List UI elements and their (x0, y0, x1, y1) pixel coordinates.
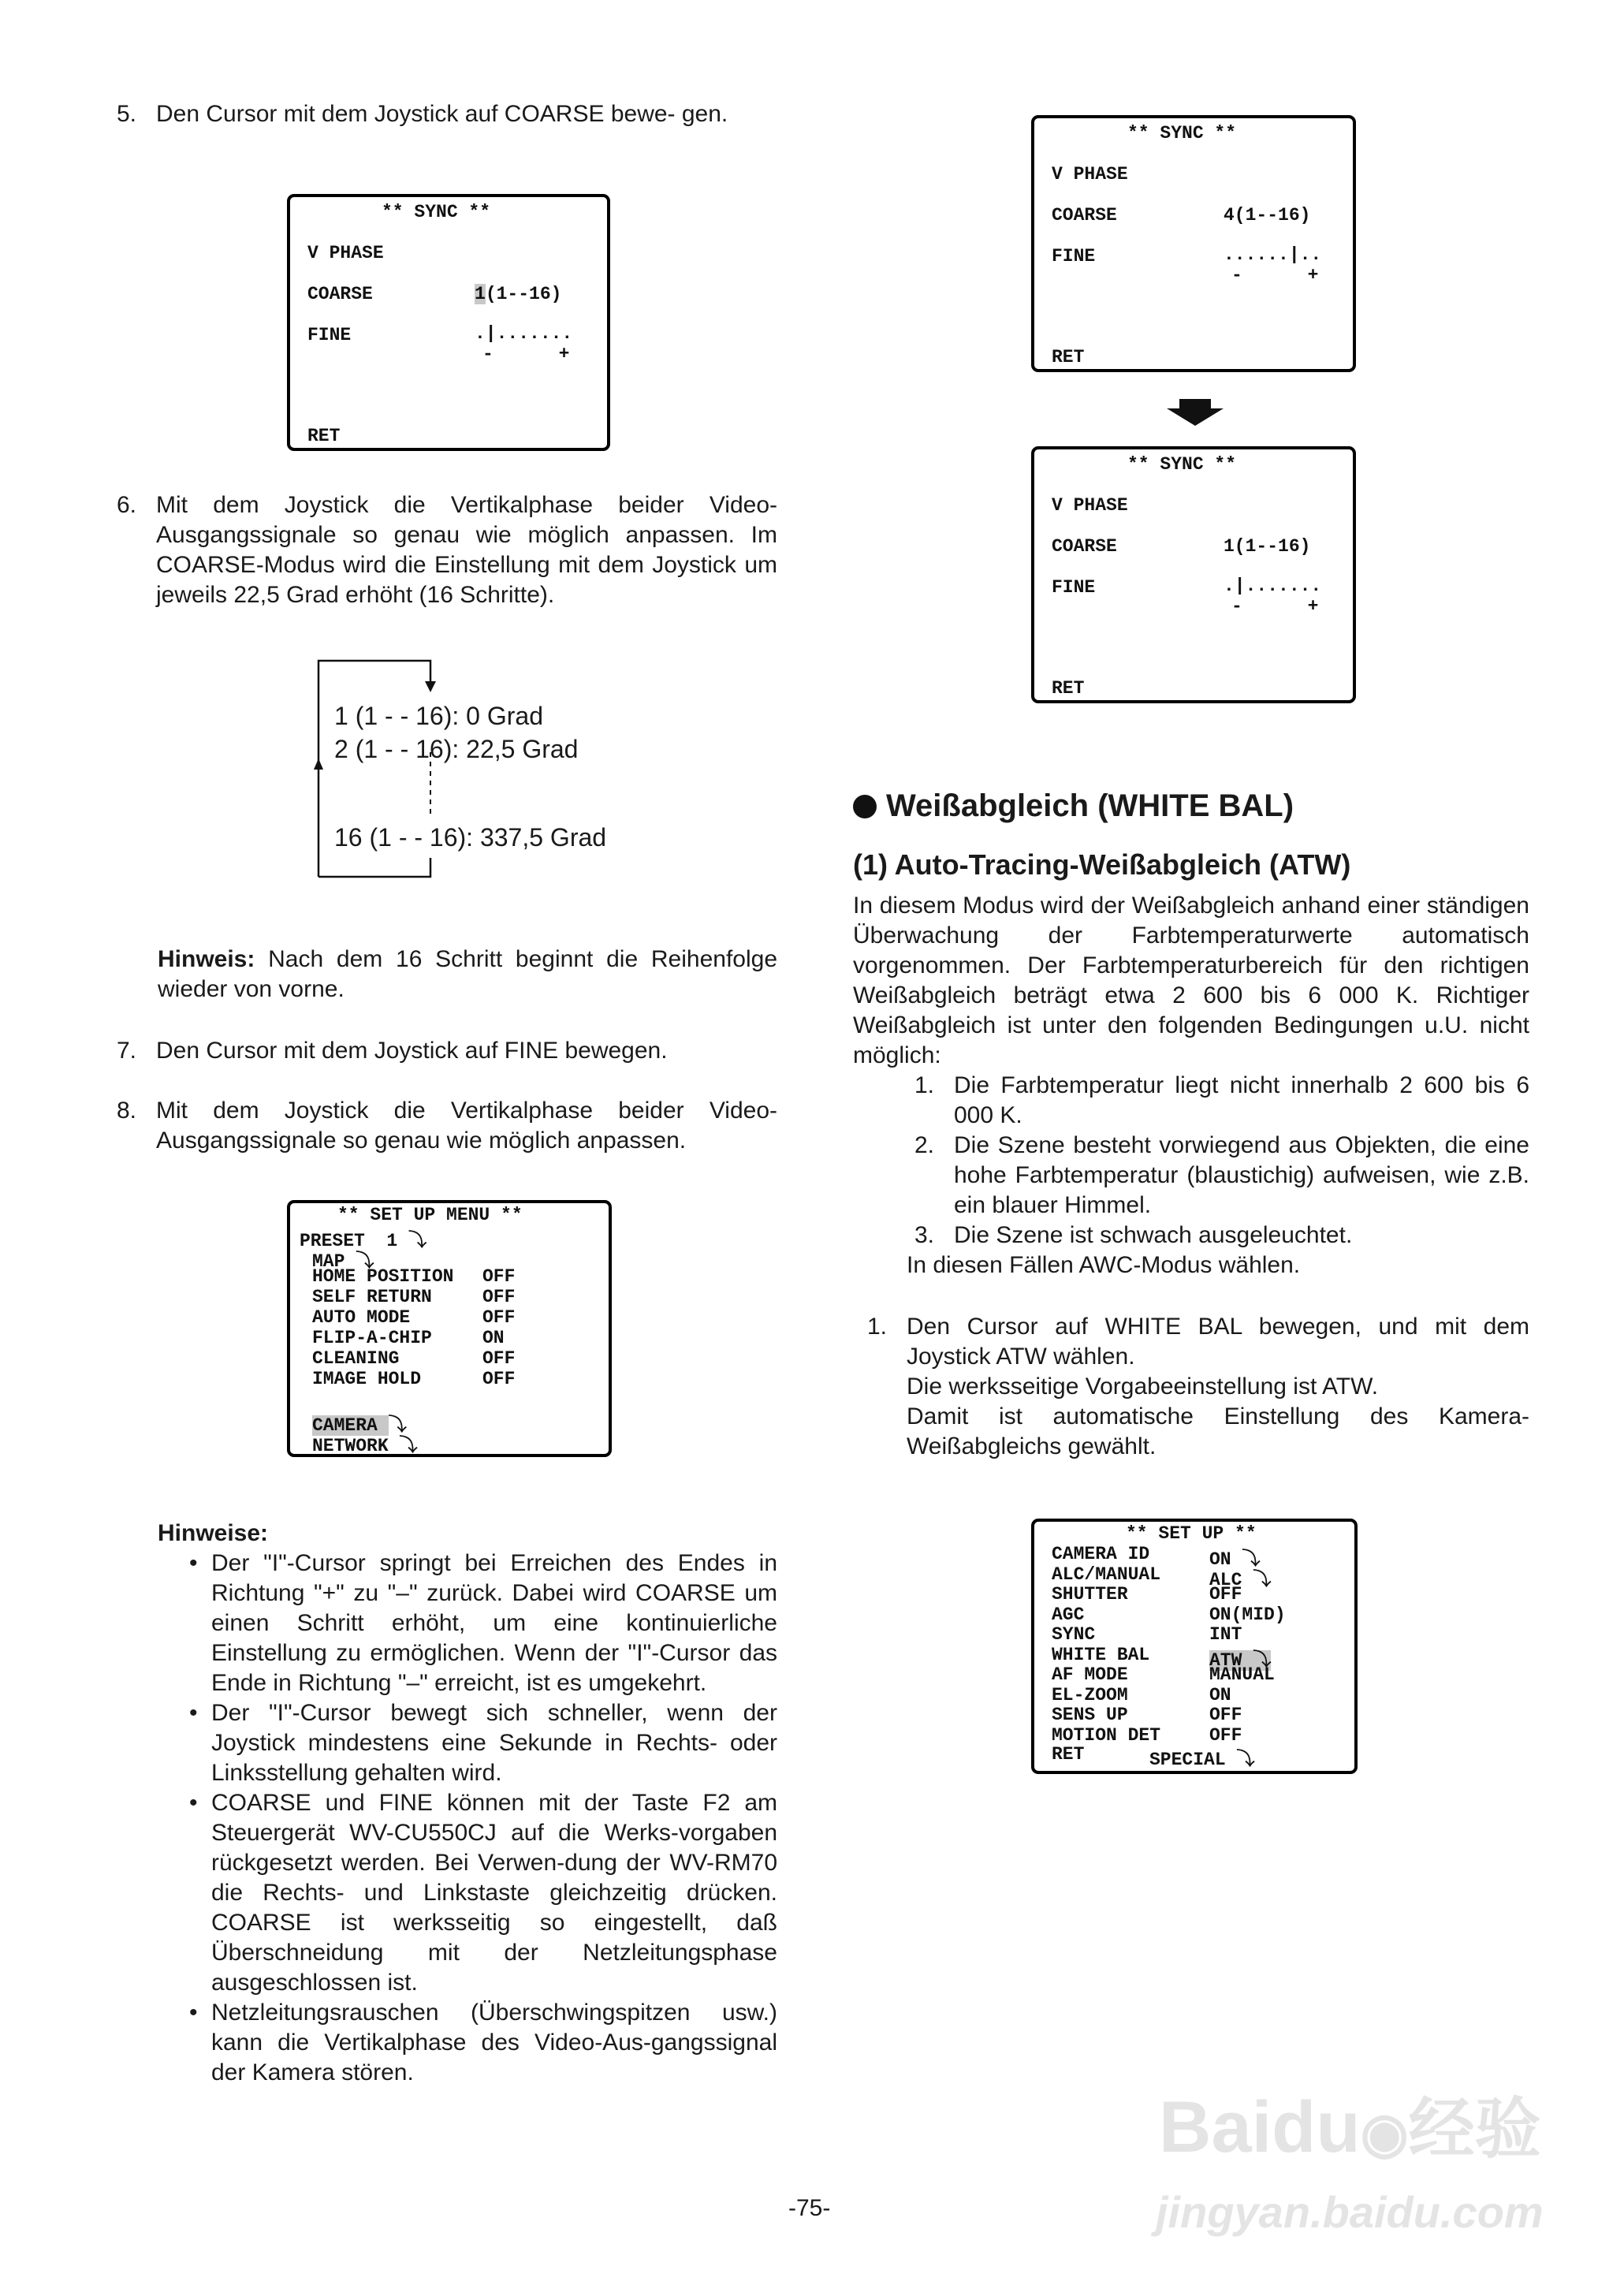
osd-menu-row (312, 1348, 399, 1369)
osd-setup-label: EL-ZOOM (1052, 1684, 1128, 1705)
submenu-arrow-icon: ⤵ (1242, 1549, 1261, 1570)
submenu-arrow-icon: ⤵ (399, 1436, 418, 1456)
osd-coarse-value (475, 284, 561, 304)
osd-setup-value-text: MANUAL (1209, 1664, 1275, 1685)
condition-list (914, 1071, 1529, 1250)
submenu-arrow-icon: ⤵ (408, 1231, 427, 1251)
hints-list (172, 1549, 777, 2088)
osd-setup-value (1209, 1685, 1231, 1705)
condition-number: 3. (914, 1222, 935, 1248)
note-label: Hinweis: (158, 946, 255, 972)
step-line: Die werksseitige Vorgabeeinstellung ist ATW. (907, 1374, 1379, 1400)
osd-setup-label: WHITE BAL (1052, 1644, 1150, 1665)
osd-vphase: V PHASE (307, 243, 384, 263)
osd-ret: RET (1052, 678, 1085, 699)
osd-fine-dots: ......|.. (1224, 244, 1322, 265)
submenu-arrow-icon: ⤵ (388, 1415, 407, 1436)
osd-vphase: V PHASE (1052, 164, 1128, 184)
osd-setup-label: MOTION DET (1052, 1724, 1161, 1746)
osd-setup-value-text: ON(MID) (1209, 1604, 1286, 1625)
osd-menu-label: MAP (312, 1251, 356, 1272)
step-number: 8. (117, 1098, 137, 1124)
cycle-arrow-up (314, 758, 323, 770)
osd-setup-value-text: INT (1209, 1624, 1242, 1645)
hint-item: • COARSE und FINE können mit der Taste F2 am Steuergerät WV-CU550CJ auf die Werks-vorgaben rückgesetzt werden. Bei Verwen-dung der WV-RM70 die Rechts- und Linkstaste gleichzeitig drücken. COARSE ist werksseitig so eingestellt, daß Überschneidung mit der Netzleitungsphase ausgeschlossen ist. (172, 1788, 777, 1998)
cycle-bottom-line (318, 858, 430, 877)
osd-setup-label: SHUTTER (1052, 1584, 1128, 1605)
step-line: Den Cursor auf WHITE BAL bewegen, und mit dem Joystick ATW wählen. (907, 1314, 1529, 1370)
step-7 (117, 1036, 777, 1066)
osd-setup-value-text: ON (1209, 1684, 1231, 1705)
osd-menu-label: CLEANING (312, 1348, 400, 1369)
submenu-arrow-icon: ⤵ (1253, 1569, 1272, 1590)
osd-menu-label: SELF RETURN (312, 1287, 432, 1307)
osd-setup-value (1209, 1624, 1242, 1645)
hint-item: • Der "I"-Cursor springt bei Erreichen des Endes in Richtung "+" zu "–" zurück. Dabei wird COARSE um einen Schritt erhöht, um eine kontinuierliche Einstellung zu ermöglichen. Wenn der "I"-Cursor das Ende in Richtung "–" erreicht, ist es umgekehrt. (172, 1549, 777, 1698)
step-number: 1. (867, 1314, 888, 1340)
osd-menu-row (312, 1328, 432, 1348)
osd-setup-menu (287, 1200, 612, 1457)
watermark-brand: Baidu (1159, 2087, 1361, 2167)
osd-title: ** SET UP MENU ** (337, 1205, 523, 1225)
osd-setup-value (1209, 1705, 1242, 1725)
osd-fine-label: FINE (1052, 577, 1096, 598)
osd-special-label: SPECIAL (1149, 1750, 1237, 1770)
cycle-line-1: 1 (1 - - 16): 0 Grad (334, 702, 543, 730)
osd-coarse-value: 4(1--16) (1224, 205, 1311, 226)
step-8 (117, 1096, 777, 1156)
subsection-title: (1) Auto-Tracing-Weißabgleich (ATW) (853, 848, 1351, 881)
step-1 (867, 1312, 1529, 1462)
step-line: Damit ist automatische Einstellung des Kamera-Weißabgleichs gewählt. (907, 1403, 1529, 1459)
note-hinweis (158, 945, 777, 1004)
osd-menu-row (312, 1287, 432, 1307)
page-number: -75- (788, 2195, 831, 2221)
osd-camera-label: CAMERA (312, 1415, 389, 1436)
osd-menu-value: OFF (482, 1348, 516, 1369)
osd-coarse-value: 1(1--16) (1224, 536, 1311, 557)
osd-setup-value (1209, 1664, 1275, 1685)
osd-sync-coarse (287, 194, 610, 451)
osd-fine-dots: .|....... (475, 323, 573, 344)
step-number: 5. (117, 101, 137, 127)
submenu-arrow-icon: ⤵ (1253, 1649, 1272, 1671)
osd-title: ** SYNC ** (382, 202, 491, 222)
step-5 (117, 99, 777, 129)
osd-title: ** SET UP ** (1126, 1523, 1257, 1544)
cycle-arrow-down (425, 681, 436, 692)
step-text: Mit dem Joystick die Vertikalphase beider Video-Ausgangssignale so genau wie möglich anpassen. Im COARSE-Modus wird die Einstellung mit dem Joystick um jeweils 22,5 Grad erhöht (16 Schritte). (156, 492, 777, 608)
paw-icon: ◉ (1360, 2102, 1409, 2164)
section-title (853, 785, 1294, 826)
cycle-line-2: 2 (1 - - 16): 22,5 Grad (334, 735, 579, 763)
condition-text: Die Szene besteht vorwiegend aus Objekten, die eine hohe Farbtemperatur (blaustichig) aufweisen, wie z.B. ein blauer Himmel. (954, 1132, 1529, 1218)
osd-setup-value (1209, 1584, 1242, 1605)
osd-fine-plus-minus: - + (1231, 265, 1319, 285)
watermark-logo (1159, 2088, 1541, 2172)
step-text: Mit dem Joystick die Vertikalphase beider Video-Ausgangssignale so genau wie möglich anpassen. (156, 1098, 777, 1154)
osd-menu-value: OFF (482, 1369, 516, 1389)
step-number: 7. (117, 1038, 137, 1064)
osd-menu-row (312, 1307, 410, 1328)
submenu-arrow-icon: ⤵ (1236, 1750, 1255, 1770)
note-text: Nach dem 16 Schritt beginnt die Reihenfolge wieder von vorne. (158, 946, 778, 1002)
osd-setup-value (1209, 1725, 1242, 1746)
osd-menu-value: OFF (482, 1287, 516, 1307)
osd-ret: RET (1052, 1744, 1085, 1765)
osd-setup-label: AGC (1052, 1604, 1085, 1625)
condition-item (914, 1131, 1529, 1221)
osd-fine-label: FINE (1052, 246, 1096, 266)
osd-menu-value: OFF (482, 1307, 516, 1328)
osd-menu-row (312, 1369, 421, 1389)
step-text: Den Cursor mit dem Joystick auf COARSE bewe- gen. (156, 101, 728, 127)
hint-item: • Netzleitungsrauschen (Überschwingspitzen usw.) kann die Vertikalphase des Video-Aus-gangssignal der Kamera stören. (172, 1998, 777, 2088)
osd-ret: RET (307, 426, 341, 446)
submenu-arrow-icon: ⤵ (356, 1251, 374, 1272)
osd-network-item (312, 1430, 417, 1456)
osd-setup-label: SYNC (1052, 1624, 1096, 1645)
atw-intro: In diesem Modus wird der Weißabgleich anhand einer ständigen Überwachung der Farbtemperaturwerte automatisch vorgenommen. Der Farbtemperaturbereich für den richtigen Weißabgleich beträgt etwa 2 600 bis 6 000 K. Richtiger Weißabgleich ist unter den folgenden Bedingungen u.U. nicht möglich: (853, 893, 1529, 1068)
osd-setup-value-text: OFF (1209, 1584, 1242, 1605)
osd-coarse-label: COARSE (307, 284, 373, 304)
osd-menu-value: OFF (482, 1266, 516, 1287)
osd-title: ** SYNC ** (1127, 123, 1237, 144)
osd-fine-plus-minus: - + (1231, 596, 1319, 617)
step-text: Den Cursor mit dem Joystick auf FINE bewegen. (156, 1038, 668, 1064)
osd-menu-value: ON (482, 1328, 505, 1348)
osd-setup-value-text: ATW (1209, 1649, 1253, 1671)
awc-note: In diesen Fällen AWC-Modus wählen. (907, 1252, 1301, 1278)
step-6 (117, 490, 777, 610)
condition-number: 1. (914, 1072, 935, 1098)
osd-setup-value-text: OFF (1209, 1705, 1242, 1725)
osd-setup-value-text: ALC (1209, 1569, 1253, 1590)
osd-sync-after (1031, 446, 1356, 703)
osd-title: ** SYNC ** (1127, 454, 1237, 475)
osd-menu-label: PRESET 1 (300, 1231, 409, 1251)
bullet-icon (853, 795, 877, 818)
osd-setup-value (1209, 1605, 1286, 1625)
osd-fine-plus-minus: - + (482, 344, 570, 364)
condition-number: 2. (914, 1132, 935, 1158)
osd-setup-value-text: ON (1209, 1549, 1242, 1570)
osd-fine-dots: .|....... (1224, 576, 1322, 596)
osd-coarse-cursor: 1 (475, 284, 486, 304)
condition-item (914, 1071, 1529, 1131)
osd-coarse-range: (1--16) (485, 284, 562, 304)
osd-menu-label: FLIP-A-CHIP (312, 1328, 432, 1348)
condition-text: Die Farbtemperatur liegt nicht innerhalb 2 600 bis 6 000 K. (954, 1072, 1529, 1128)
osd-menu-label: IMAGE HOLD (312, 1369, 422, 1389)
osd-ret: RET (1052, 347, 1085, 367)
section-title-text: Weißabgleich (WHITE BAL) (886, 788, 1294, 823)
osd-coarse-label: COARSE (1052, 536, 1117, 557)
osd-setup-label: SENS UP (1052, 1705, 1128, 1725)
osd-vphase: V PHASE (1052, 495, 1128, 516)
watermark-url: jingyan.baidu.com (1156, 2187, 1544, 2237)
osd-setup-value-text: OFF (1209, 1724, 1242, 1746)
watermark-cn: 经验 (1408, 2092, 1541, 2166)
osd-setup-label: CAMERA ID (1052, 1544, 1150, 1564)
step-number: 6. (117, 492, 137, 518)
cycle-line-3: 16 (1 - - 16): 337,5 Grad (334, 823, 607, 852)
osd-menu-label: HOME POSITION (312, 1266, 454, 1287)
osd-coarse-label: COARSE (1052, 205, 1117, 226)
osd-setup (1031, 1519, 1358, 1774)
osd-menu-label: AUTO MODE (312, 1307, 411, 1328)
hints-label: Hinweise: (158, 1520, 269, 1546)
osd-network-label: NETWORK (312, 1436, 400, 1456)
step-text (907, 1312, 1529, 1462)
osd-sync-before (1031, 115, 1356, 372)
osd-menu-row (312, 1266, 453, 1287)
osd-special-item (1149, 1744, 1254, 1770)
osd-fine-label: FINE (307, 325, 352, 345)
condition-item (914, 1221, 1529, 1250)
arrow-down-icon (1164, 397, 1227, 429)
osd-setup-label: AF MODE (1052, 1664, 1128, 1685)
osd-setup-label: ALC/MANUAL (1052, 1564, 1161, 1585)
hint-item: • Der "I"-Cursor bewegt sich schneller, wenn der Joystick mindestens eine Sekunde in Rechts- oder Linksstellung gehalten wird. (172, 1698, 777, 1788)
condition-text: Die Szene ist schwach ausgeleuchtet. (954, 1222, 1353, 1248)
